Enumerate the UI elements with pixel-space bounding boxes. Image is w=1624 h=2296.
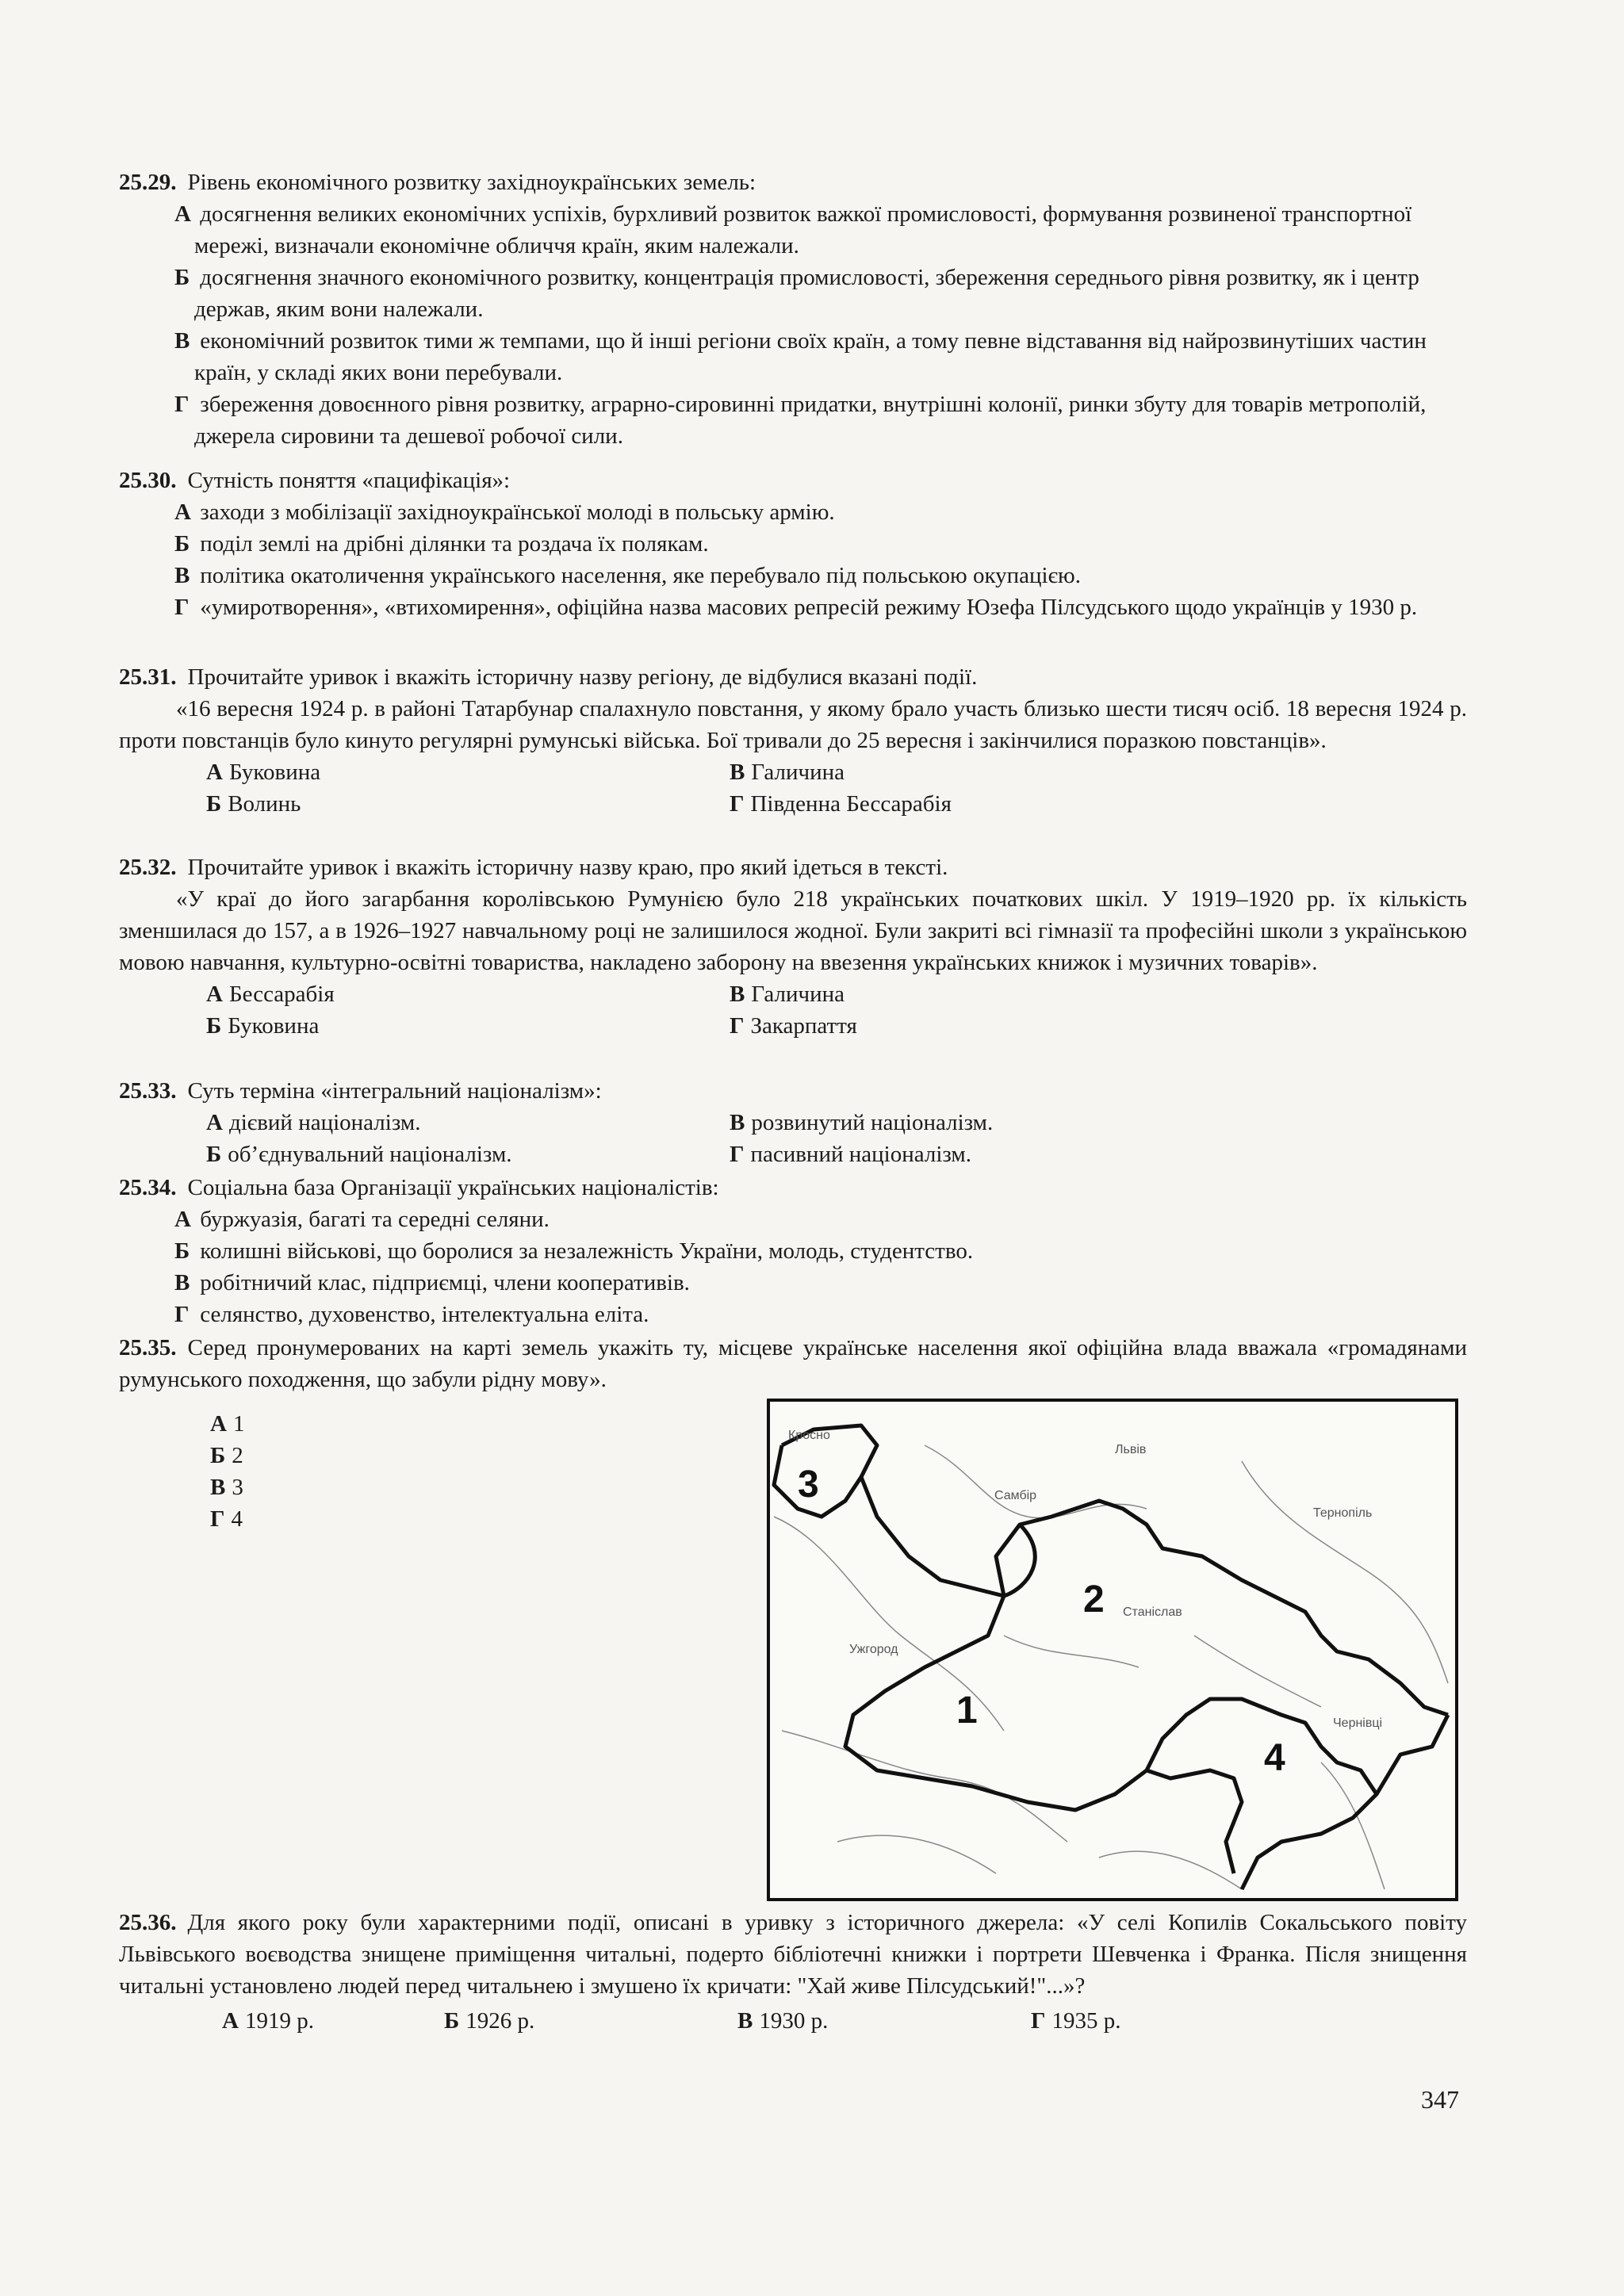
map-city-stanislav: Станіслав bbox=[1123, 1605, 1182, 1619]
map-city-ternopil: Тернопіль bbox=[1313, 1506, 1373, 1520]
option-b: Б Буковина bbox=[206, 1013, 320, 1039]
question-25-30 bbox=[119, 465, 1467, 623]
option-g: Г 1935 р. bbox=[1031, 2008, 1121, 2034]
option-g: Г селянство, духовенство, інтелектуальна еліта. bbox=[174, 1302, 649, 1327]
map-city-lviv: Львів bbox=[1115, 1443, 1147, 1456]
question-25-36 bbox=[119, 1907, 1467, 2037]
question-25-32 bbox=[119, 851, 1467, 1042]
options-grid bbox=[119, 978, 1467, 1042]
question-text: Рівень економічного розвитку західноукраїнських земель: bbox=[187, 170, 756, 195]
options-grid bbox=[119, 1107, 1467, 1170]
option-a: А Бессарабія bbox=[206, 982, 335, 1007]
map-region-3: 3 bbox=[798, 1464, 819, 1506]
source-quote: «16 вересня 1924 р. в районі Татарбунар спалахнуло повстання, у якому брало участь близько шести тисяч осіб. 18 вересня 1924 р. проти повстанців було кинуто регулярні румунські війська. Бої тривали до 25 вересня і закінчилися поразкою повстанців». bbox=[119, 696, 1467, 753]
option-b: Б досягнення значного економічного розвитку, концентрація промисловості, збереження середнього рівня розвитку, як і центр держав, яким вони належали. bbox=[174, 265, 1419, 322]
option-g: Г «умиротворення», «втихомирення», офіційна назва масових репресій режиму Юзефа Пілсудського щодо українців у 1930 р. bbox=[174, 595, 1418, 620]
option-v: В розвинутий націоналізм. bbox=[730, 1110, 994, 1135]
option-g: Г збереження довоєнного рівня розвитку, аграрно-сировинні придатки, внутрішні колонії, ринки збуту для товарів метрополій, джерела сировини та дешевої робочої сили. bbox=[174, 392, 1427, 449]
option-g: Г Закарпаття bbox=[730, 1013, 857, 1039]
option-v: В політика окатоличення українського населення, яке перебувало під польською окупацією. bbox=[174, 563, 1081, 588]
question-number: 25.30. bbox=[119, 468, 177, 493]
options-grid bbox=[119, 756, 1467, 820]
page-number: 347 bbox=[1421, 2085, 1459, 2114]
option-a: А заходи з мобілізації західноукраїнської молоді в польську армію. bbox=[174, 499, 835, 525]
question-25-31 bbox=[119, 661, 1467, 820]
question-text: Суть терміна «інтегральний націоналізм»: bbox=[187, 1078, 602, 1104]
question-text: Соціальна база Організації українських націоналістів: bbox=[187, 1175, 719, 1200]
option-v: В Галичина bbox=[730, 760, 845, 785]
option-g: Г Південна Бессарабія bbox=[730, 791, 952, 817]
map-city-chernivtsi: Чернівці bbox=[1333, 1716, 1383, 1730]
option-b: Б 2 bbox=[210, 1443, 243, 1468]
question-number: 25.36. bbox=[119, 1910, 177, 1935]
option-g: Г 4 bbox=[210, 1506, 243, 1532]
question-text: Прочитайте уривок і вкажіть історичну назву краю, про який ідеться в тексті. bbox=[187, 855, 948, 880]
option-v: В 3 bbox=[210, 1475, 243, 1500]
map-region-2: 2 bbox=[1083, 1578, 1105, 1621]
question-number: 25.33. bbox=[119, 1078, 177, 1104]
option-v: В Галичина bbox=[730, 982, 845, 1007]
option-a: А 1 bbox=[210, 1411, 245, 1437]
question-text: Сутність поняття «пацифікація»: bbox=[187, 468, 511, 493]
option-a: А дієвий націоналізм. bbox=[206, 1110, 421, 1135]
map-city-krosno: Кросно bbox=[788, 1429, 830, 1442]
option-v: В робітничий клас, підприємці, члени кооперативів. bbox=[174, 1270, 690, 1295]
option-g: Г пасивний націоналізм. bbox=[730, 1142, 972, 1167]
option-a: А досягнення великих економічних успіхів, бурхливий розвиток важкої промисловості, формування розвиненої транспортної мережі, визначали економічне обличчя країн, яким належали. bbox=[174, 201, 1412, 258]
map-region-1: 1 bbox=[956, 1689, 978, 1732]
option-b: Б колишні військові, що боролися за незалежність України, молодь, студентство. bbox=[174, 1238, 974, 1264]
question-text: Серед пронумерованих на карті земель укажіть ту, місцеве українське населення якої офіційна влада вважала «громадянами румунського походження, що забули рідну мову». bbox=[119, 1335, 1467, 1392]
option-a: А Буковина bbox=[206, 760, 321, 785]
options-row bbox=[119, 2005, 1467, 2037]
option-b: Б Волинь bbox=[206, 791, 301, 817]
question-25-33 bbox=[119, 1075, 1467, 1170]
question-text: Для якого року були характерними події, описані в уривку з історичного джерела: «У селі Копилів Сокальського повіту Львівського воєводства знищене приміщення читальні, подерто бібліотечні книжки і портрети Шевченка і Франка. Після знищення читальні установлено людей перед читальнею і змушено їх кричати: "Хай живе Пілсудський!"...»? bbox=[119, 1910, 1467, 1999]
question-number: 25.35. bbox=[119, 1335, 177, 1360]
option-a: А 1919 р. bbox=[222, 2008, 314, 2034]
source-quote: «У краї до його загарбання королівською Румунією було 218 українських початкових шкіл. У 1919–1920 рр. їх кількість зменшилася до 157, а в 1926–1927 навчальному році не залишилося жодної. Були закриті всі гімназії та професійні школи з українською мовою навчання, культурно-освітні товариства, накладено заборону на ввезення українських книжок і музичних товарів». bbox=[119, 886, 1467, 975]
question-number: 25.32. bbox=[119, 855, 177, 880]
map-city-uzhhorod: Ужгород bbox=[849, 1643, 898, 1656]
question-number: 25.31. bbox=[119, 664, 177, 690]
option-b: Б 1926 р. bbox=[444, 2008, 535, 2034]
option-b: Б поділ землі на дрібні ділянки та роздача їх полякам. bbox=[174, 531, 709, 557]
map-city-sambir: Самбір bbox=[994, 1489, 1037, 1502]
map-region-4: 4 bbox=[1264, 1737, 1285, 1779]
option-v: В 1930 р. bbox=[737, 2008, 829, 2034]
question-number: 25.29. bbox=[119, 170, 177, 195]
question-25-34 bbox=[119, 1172, 1467, 1330]
map-figure bbox=[766, 1398, 1459, 1902]
map-svg bbox=[766, 1398, 1459, 1902]
question-number: 25.34. bbox=[119, 1175, 177, 1200]
option-b: Б об’єднувальний націоналізм. bbox=[206, 1142, 512, 1167]
option-a: А буржуазія, багаті та середні селяни. bbox=[174, 1207, 550, 1232]
question-25-29 bbox=[119, 166, 1467, 452]
option-v: В економічний розвиток тими ж темпами, що й інші регіони своїх країн, а тому певне відставання від найрозвинутіших частин країн, у складі яких вони перебували. bbox=[174, 328, 1427, 385]
question-text: Прочитайте уривок і вкажіть історичну назву регіону, де відбулися вказані події. bbox=[187, 664, 978, 690]
